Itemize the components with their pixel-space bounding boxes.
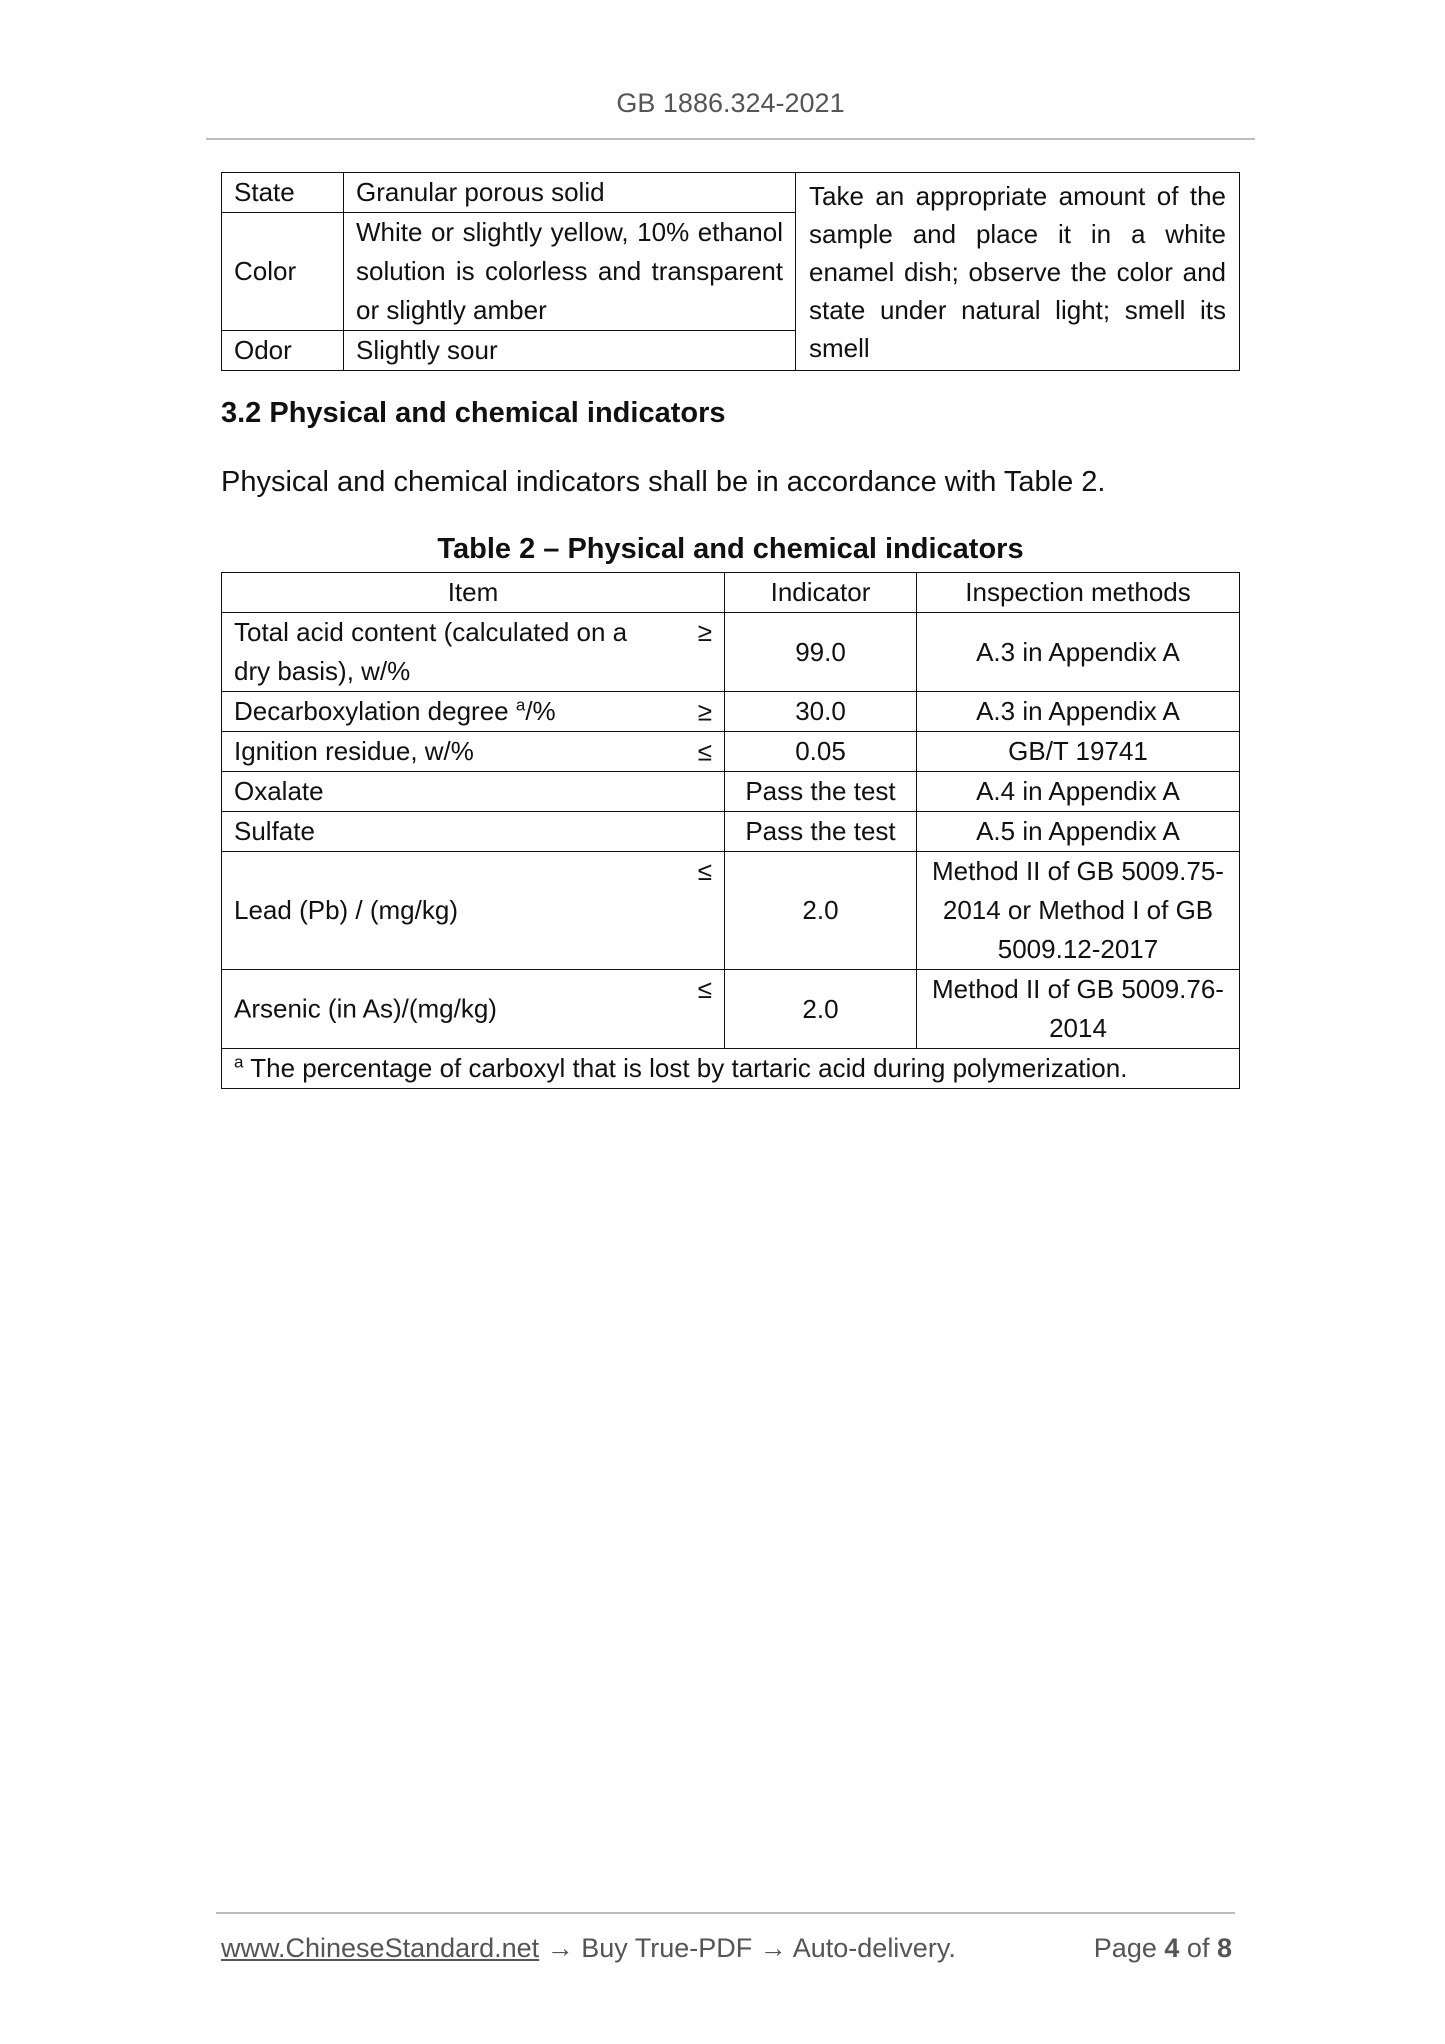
- table-footnote: [222, 1049, 1240, 1089]
- item-wrap: [234, 692, 712, 731]
- item-wrap: [234, 852, 712, 969]
- requirement-state: Granular porous solid: [344, 173, 796, 213]
- item-cell: [222, 970, 725, 1049]
- item-label: Oxalate: [222, 772, 725, 812]
- footnote-marker: a: [515, 695, 526, 715]
- param-color: Color: [222, 213, 344, 331]
- item-cell: [222, 613, 725, 692]
- inspection-method: A.3 in Appendix A: [917, 692, 1240, 732]
- website-link[interactable]: www.ChineseStandard.net: [221, 1933, 540, 1963]
- comparison-symbol: ≥: [697, 696, 712, 726]
- table-row: [222, 613, 1240, 692]
- footer-promo: [221, 1933, 956, 1964]
- table-row: [222, 772, 1240, 812]
- header-item: Item: [222, 573, 725, 613]
- item-wrap: [234, 613, 712, 691]
- requirement-color: White or slightly yellow, 10% ethanol solution is colorless and transparent or slightly amber: [344, 213, 796, 331]
- section-heading: 3.2 Physical and chemical indicators: [221, 397, 726, 429]
- inspection-method: A.5 in Appendix A: [917, 812, 1240, 852]
- item-label: Arsenic (in As)/(mg/kg): [234, 993, 497, 1024]
- table-row: [222, 970, 1240, 1049]
- requirement-odor: Slightly sour: [344, 331, 796, 371]
- table-row: [222, 173, 1240, 213]
- page-label: Page: [1093, 1933, 1157, 1963]
- item-label-suffix: /%: [525, 696, 556, 726]
- page-number: [1094, 1933, 1232, 1964]
- footer-divider: [216, 1912, 1235, 1914]
- param-odor: Odor: [222, 331, 344, 371]
- item-label: Decarboxylation degree: [234, 696, 516, 726]
- item-label: Sulfate: [222, 812, 725, 852]
- header-method: Inspection methods: [917, 573, 1240, 613]
- item-cell: [222, 692, 725, 732]
- sensory-requirements-table: [221, 172, 1240, 371]
- footer-promo-text: → Buy True-PDF → Auto-delivery.: [539, 1933, 956, 1963]
- table-row: [222, 812, 1240, 852]
- table-header-row: [222, 573, 1240, 613]
- item-label: Ignition residue, w/%: [234, 736, 474, 766]
- item-cell: [222, 732, 725, 772]
- table-caption: Table 2 – Physical and chemical indicators: [437, 533, 1024, 565]
- table-row: [222, 732, 1240, 772]
- footnote-marker: a: [234, 1052, 244, 1072]
- indicator-value: 0.05: [725, 732, 917, 772]
- item-wrap: [234, 732, 712, 771]
- item-label: Total acid content (calculated on a dry basis), w/%: [234, 617, 628, 686]
- header-divider: [206, 138, 1255, 140]
- item-wrap: [234, 970, 712, 1048]
- comparison-symbol: ≥: [697, 617, 712, 647]
- indicator-value: 99.0: [725, 613, 917, 692]
- indicator-value: Pass the test: [725, 812, 917, 852]
- comparison-symbol: ≤: [697, 974, 712, 1004]
- section-paragraph: Physical and chemical indicators shall be in accordance with Table 2.: [221, 466, 1106, 498]
- header-indicator: Indicator: [725, 573, 917, 613]
- inspection-method-text: Take an appropriate amount of the sample and place it in a white enamel dish; observe the color and state under natural light; smell its smell: [796, 173, 1240, 371]
- table-row: [222, 852, 1240, 970]
- inspection-method: A.3 in Appendix A: [917, 613, 1240, 692]
- inspection-method: Method II of GB 5009.76-2014: [917, 970, 1240, 1049]
- page-total: 8: [1216, 1933, 1232, 1963]
- page-of: of: [1186, 1933, 1210, 1963]
- inspection-method: A.4 in Appendix A: [917, 772, 1240, 812]
- indicator-value: 30.0: [725, 692, 917, 732]
- indicator-value: 2.0: [725, 970, 917, 1049]
- inspection-method: GB/T 19741: [917, 732, 1240, 772]
- item-label: Lead (Pb) / (mg/kg): [234, 895, 458, 925]
- indicator-value: 2.0: [725, 852, 917, 970]
- inspection-method: Method II of GB 5009.75-2014 or Method I of GB 5009.12-2017: [917, 852, 1240, 970]
- comparison-symbol: ≤: [697, 856, 712, 886]
- physical-chemical-table: [221, 572, 1240, 1089]
- item-cell: [222, 852, 725, 970]
- page-current: 4: [1164, 1933, 1180, 1963]
- indicator-value: Pass the test: [725, 772, 917, 812]
- footnote-text: The percentage of carboxyl that is lost by tartaric acid during polymerization.: [243, 1053, 1128, 1083]
- param-state: State: [222, 173, 344, 213]
- comparison-symbol: ≤: [697, 736, 712, 766]
- table-row: [222, 692, 1240, 732]
- document-id-header: GB 1886.324-2021: [616, 88, 845, 118]
- table-note-row: [222, 1049, 1240, 1089]
